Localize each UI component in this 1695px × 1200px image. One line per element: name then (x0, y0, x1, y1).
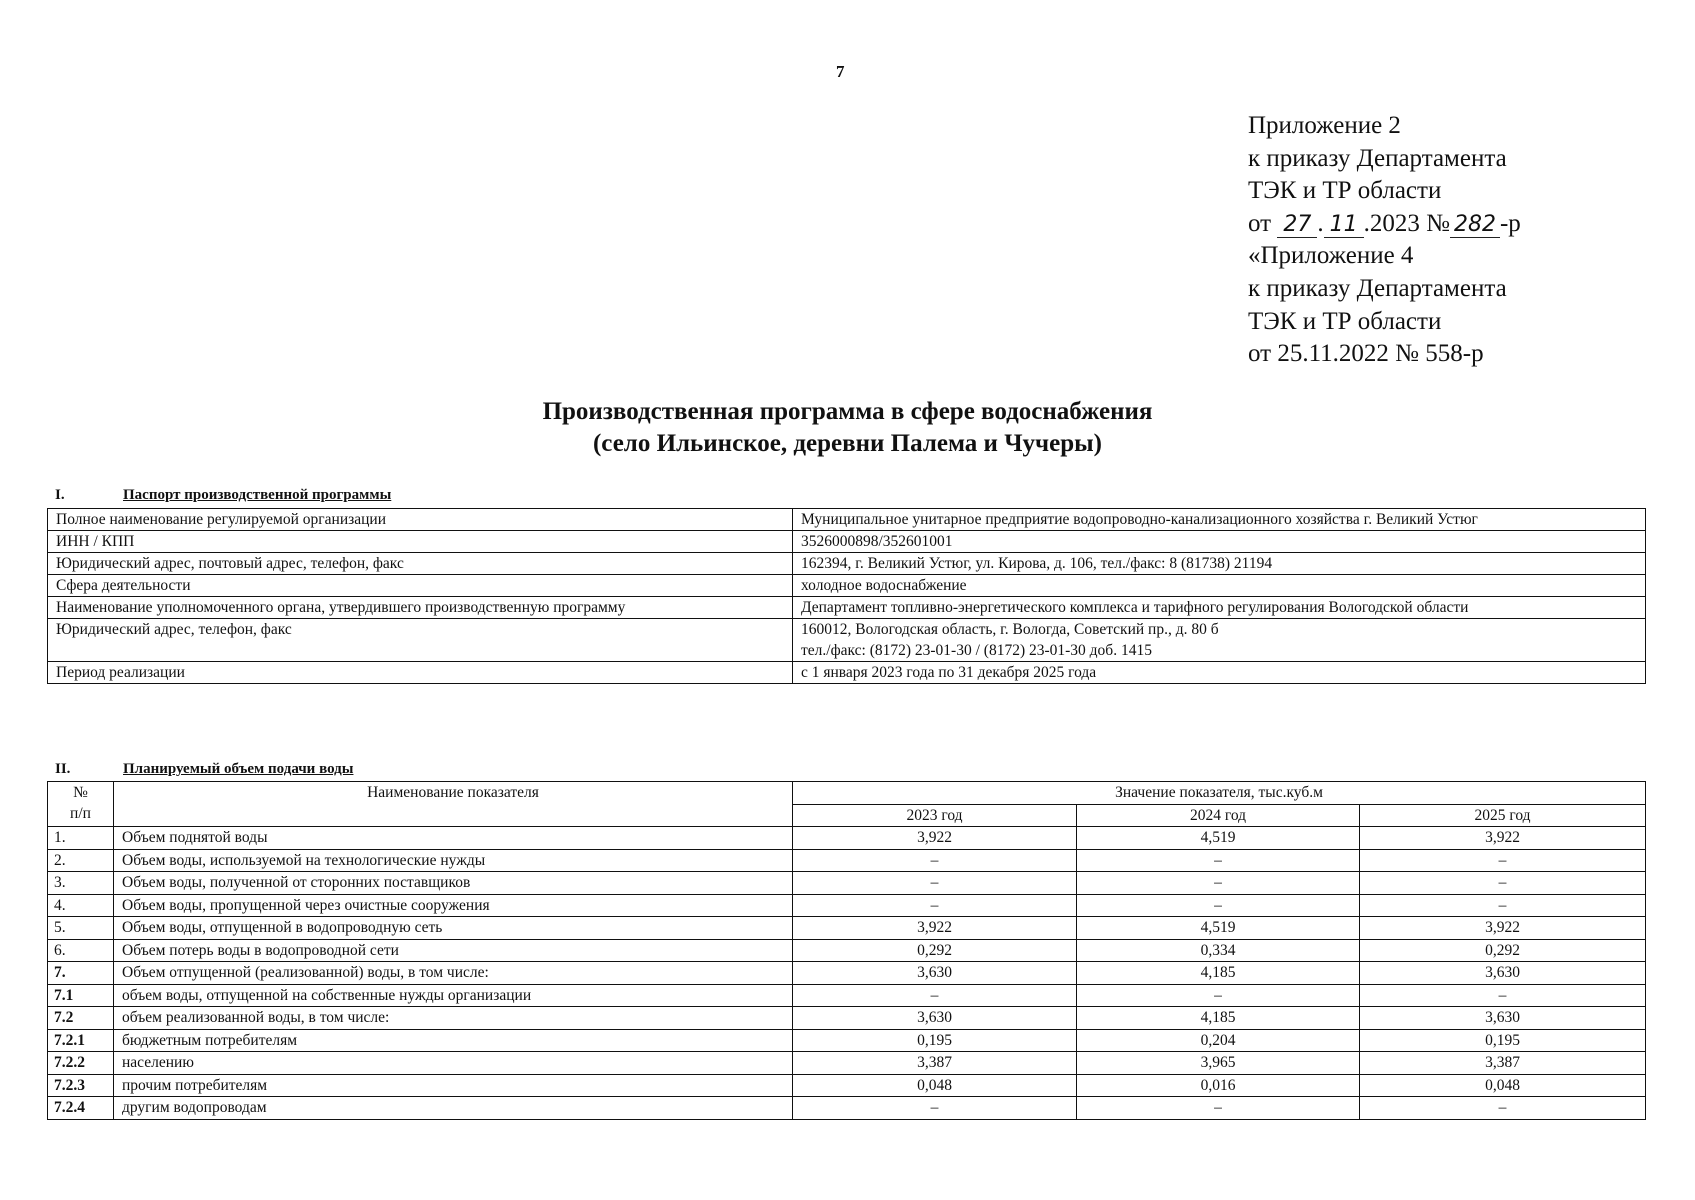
row-value-2023: – (793, 984, 1077, 1007)
passport-label: ИНН / КПП (48, 531, 793, 553)
appendix-line: Приложение 2 (1248, 112, 1401, 139)
row-value-2024: 0,204 (1077, 1029, 1360, 1052)
table-row (48, 1007, 1646, 1030)
section-1-title: Паспорт производственной программы (123, 487, 392, 503)
row-indicator-name: бюджетным потребителям (114, 1029, 793, 1052)
row-number: 2. (48, 849, 114, 872)
row-value-2024: 0,334 (1077, 939, 1360, 962)
appendix-block (1248, 110, 1521, 371)
passport-value: 162394, г. Великий Устюг, ул. Кирова, д. 106, тел./факс: 8 (81738) 21194 (793, 553, 1646, 575)
table-row (48, 894, 1646, 917)
row-indicator-name: населению (114, 1052, 793, 1075)
passport-row (48, 531, 1646, 553)
row-value-2023: – (793, 894, 1077, 917)
table-row (48, 1097, 1646, 1120)
row-value-2025: 0,048 (1360, 1074, 1646, 1097)
col-header-year: 2023 год (793, 804, 1077, 827)
row-indicator-name: прочим потребителям (114, 1074, 793, 1097)
passport-value: Муниципальное унитарное предприятие водопроводно-канализационного хозяйства г. Великий Устюг (793, 509, 1646, 531)
col-header-year: 2024 год (1077, 804, 1360, 827)
row-number: 7.2 (48, 1007, 114, 1030)
row-value-2025: 3,387 (1360, 1052, 1646, 1075)
handwritten-order-number: 282 (1450, 213, 1500, 238)
row-number: 7.2.3 (48, 1074, 114, 1097)
title-line-1: Производственная программа в сфере водоснабжения (542, 398, 1153, 425)
appendix-date-prefix: от (1248, 209, 1272, 237)
table-row (48, 849, 1646, 872)
section-2-title: Планируемый объем подачи воды (123, 761, 354, 777)
row-value-2024: – (1077, 894, 1360, 917)
table-row (48, 1052, 1646, 1075)
row-number: 7.1 (48, 984, 114, 1007)
row-value-2024: – (1077, 984, 1360, 1007)
passport-row (48, 553, 1646, 575)
water-supply-table (47, 781, 1646, 1120)
row-indicator-name: другим водопроводам (114, 1097, 793, 1120)
row-value-2025: – (1360, 1097, 1646, 1120)
row-value-2025: – (1360, 894, 1646, 917)
row-value-2025: 0,292 (1360, 939, 1646, 962)
col-header-year: 2025 год (1360, 804, 1646, 827)
row-value-2023: 3,630 (793, 1007, 1077, 1030)
row-number: 5. (48, 917, 114, 940)
row-value-2024: 3,965 (1077, 1052, 1360, 1075)
table-row (48, 827, 1646, 850)
row-number: 7.2.2 (48, 1052, 114, 1075)
section-1-heading (55, 487, 391, 504)
table-row (48, 939, 1646, 962)
passport-row (48, 619, 1646, 662)
row-value-2024: 4,185 (1077, 962, 1360, 985)
table-row (48, 1074, 1646, 1097)
row-value-2023: 3,922 (793, 827, 1077, 850)
passport-label: Юридический адрес, телефон, факс (48, 619, 793, 662)
row-number: 7. (48, 962, 114, 985)
col-header-number: № п/п (48, 782, 114, 827)
passport-row (48, 662, 1646, 684)
row-value-2023: 3,387 (793, 1052, 1077, 1075)
passport-row (48, 575, 1646, 597)
row-indicator-name: Объем воды, пропущенной через очистные сооружения (114, 894, 793, 917)
row-indicator-name: объем воды, отпущенной на собственные нужды организации (114, 984, 793, 1007)
appendix-year: .2023 № (1363, 209, 1450, 237)
row-value-2023: – (793, 1097, 1077, 1120)
row-indicator-name: Объем воды, полученной от сторонних поставщиков (114, 872, 793, 895)
passport-value: с 1 января 2023 года по 31 декабря 2025 года (793, 662, 1646, 684)
handwritten-day: 27 (1277, 213, 1317, 238)
page-number: 7 (836, 62, 845, 81)
appendix-line: ТЭК и ТР области (1248, 177, 1442, 205)
row-value-2025: – (1360, 984, 1646, 1007)
passport-row (48, 509, 1646, 531)
table-row (48, 872, 1646, 895)
row-value-2024: – (1077, 872, 1360, 895)
row-value-2025: 3,630 (1360, 1007, 1646, 1030)
section-2-heading (55, 761, 353, 778)
row-indicator-name: Объем потерь воды в водопроводной сети (114, 939, 793, 962)
row-number: 3. (48, 872, 114, 895)
appendix-line: «Приложение 4 (1248, 242, 1414, 270)
row-indicator-name: Объем отпущенной (реализованной) воды, в том числе: (114, 962, 793, 985)
row-indicator-name: объем реализованной воды, в том числе: (114, 1007, 793, 1030)
table-row (48, 962, 1646, 985)
row-value-2023: 3,630 (793, 962, 1077, 985)
row-value-2024: 4,519 (1077, 917, 1360, 940)
row-value-2024: 4,185 (1077, 1007, 1360, 1030)
row-value-2023: 0,292 (793, 939, 1077, 962)
row-value-2025: – (1360, 872, 1646, 895)
passport-value: 3526000898/352601001 (793, 531, 1646, 553)
row-value-2024: 0,016 (1077, 1074, 1360, 1097)
table-row (48, 1029, 1646, 1052)
col-header-value: Значение показателя, тыс.куб.м (793, 782, 1646, 805)
row-value-2025: 3,922 (1360, 917, 1646, 940)
row-value-2023: 0,048 (793, 1074, 1077, 1097)
section-2-roman: II. (55, 761, 71, 777)
row-value-2025: 3,922 (1360, 827, 1646, 850)
passport-label: Полное наименование регулируемой организации (48, 509, 793, 531)
row-value-2025: 3,630 (1360, 962, 1646, 985)
passport-value: 160012, Вологодская область, г. Вологда, Советский пр., д. 80 б тел./факс: (8172) 23-01-30 / (8172) 23-01-30 доб. 1415 (793, 619, 1646, 662)
passport-label: Сфера деятельности (48, 575, 793, 597)
row-value-2023: – (793, 849, 1077, 872)
row-number: 7.2.4 (48, 1097, 114, 1120)
appendix-date-line: от 27 . 11 .2023 № 282 -р (1248, 209, 1521, 237)
row-value-2025: – (1360, 849, 1646, 872)
row-value-2024: – (1077, 1097, 1360, 1120)
row-number: 7.2.1 (48, 1029, 114, 1052)
row-value-2025: 0,195 (1360, 1029, 1646, 1052)
appendix-suffix: -р (1499, 209, 1521, 237)
appendix-line: ТЭК и ТР области (1248, 307, 1442, 335)
row-indicator-name: Объем поднятой воды (114, 827, 793, 850)
section-1-roman: I. (55, 487, 65, 503)
row-value-2023: – (793, 872, 1077, 895)
row-number: 1. (48, 827, 114, 850)
document-title (0, 396, 1695, 460)
row-indicator-name: Объем воды, используемой на технологические нужды (114, 849, 793, 872)
row-number: 4. (48, 894, 114, 917)
passport-label: Юридический адрес, почтовый адрес, телефон, факс (48, 553, 793, 575)
row-value-2024: – (1077, 849, 1360, 872)
passport-row (48, 597, 1646, 619)
appendix-line: к приказу Департамента (1248, 144, 1507, 172)
passport-value: Департамент топливно-энергетического комплекса и тарифного регулирования Вологодской области (793, 597, 1646, 619)
passport-label: Период реализации (48, 662, 793, 684)
appendix-line: от 25.11.2022 № 558-р (1248, 340, 1484, 368)
row-value-2024: 4,519 (1077, 827, 1360, 850)
row-value-2023: 3,922 (793, 917, 1077, 940)
passport-label: Наименование уполномоченного органа, утвердившего производственную программу (48, 597, 793, 619)
row-value-2023: 0,195 (793, 1029, 1077, 1052)
row-indicator-name: Объем воды, отпущенной в водопроводную сеть (114, 917, 793, 940)
appendix-line: к приказу Департамента (1248, 274, 1507, 302)
passport-value: холодное водоснабжение (793, 575, 1646, 597)
passport-table (47, 508, 1646, 684)
title-line-2: (село Ильинское, деревни Палема и Чучеры) (592, 430, 1102, 457)
row-number: 6. (48, 939, 114, 962)
table-row (48, 984, 1646, 1007)
col-header-name: Наименование показателя (114, 782, 793, 827)
table-row (48, 917, 1646, 940)
handwritten-month: 11 (1324, 213, 1364, 238)
